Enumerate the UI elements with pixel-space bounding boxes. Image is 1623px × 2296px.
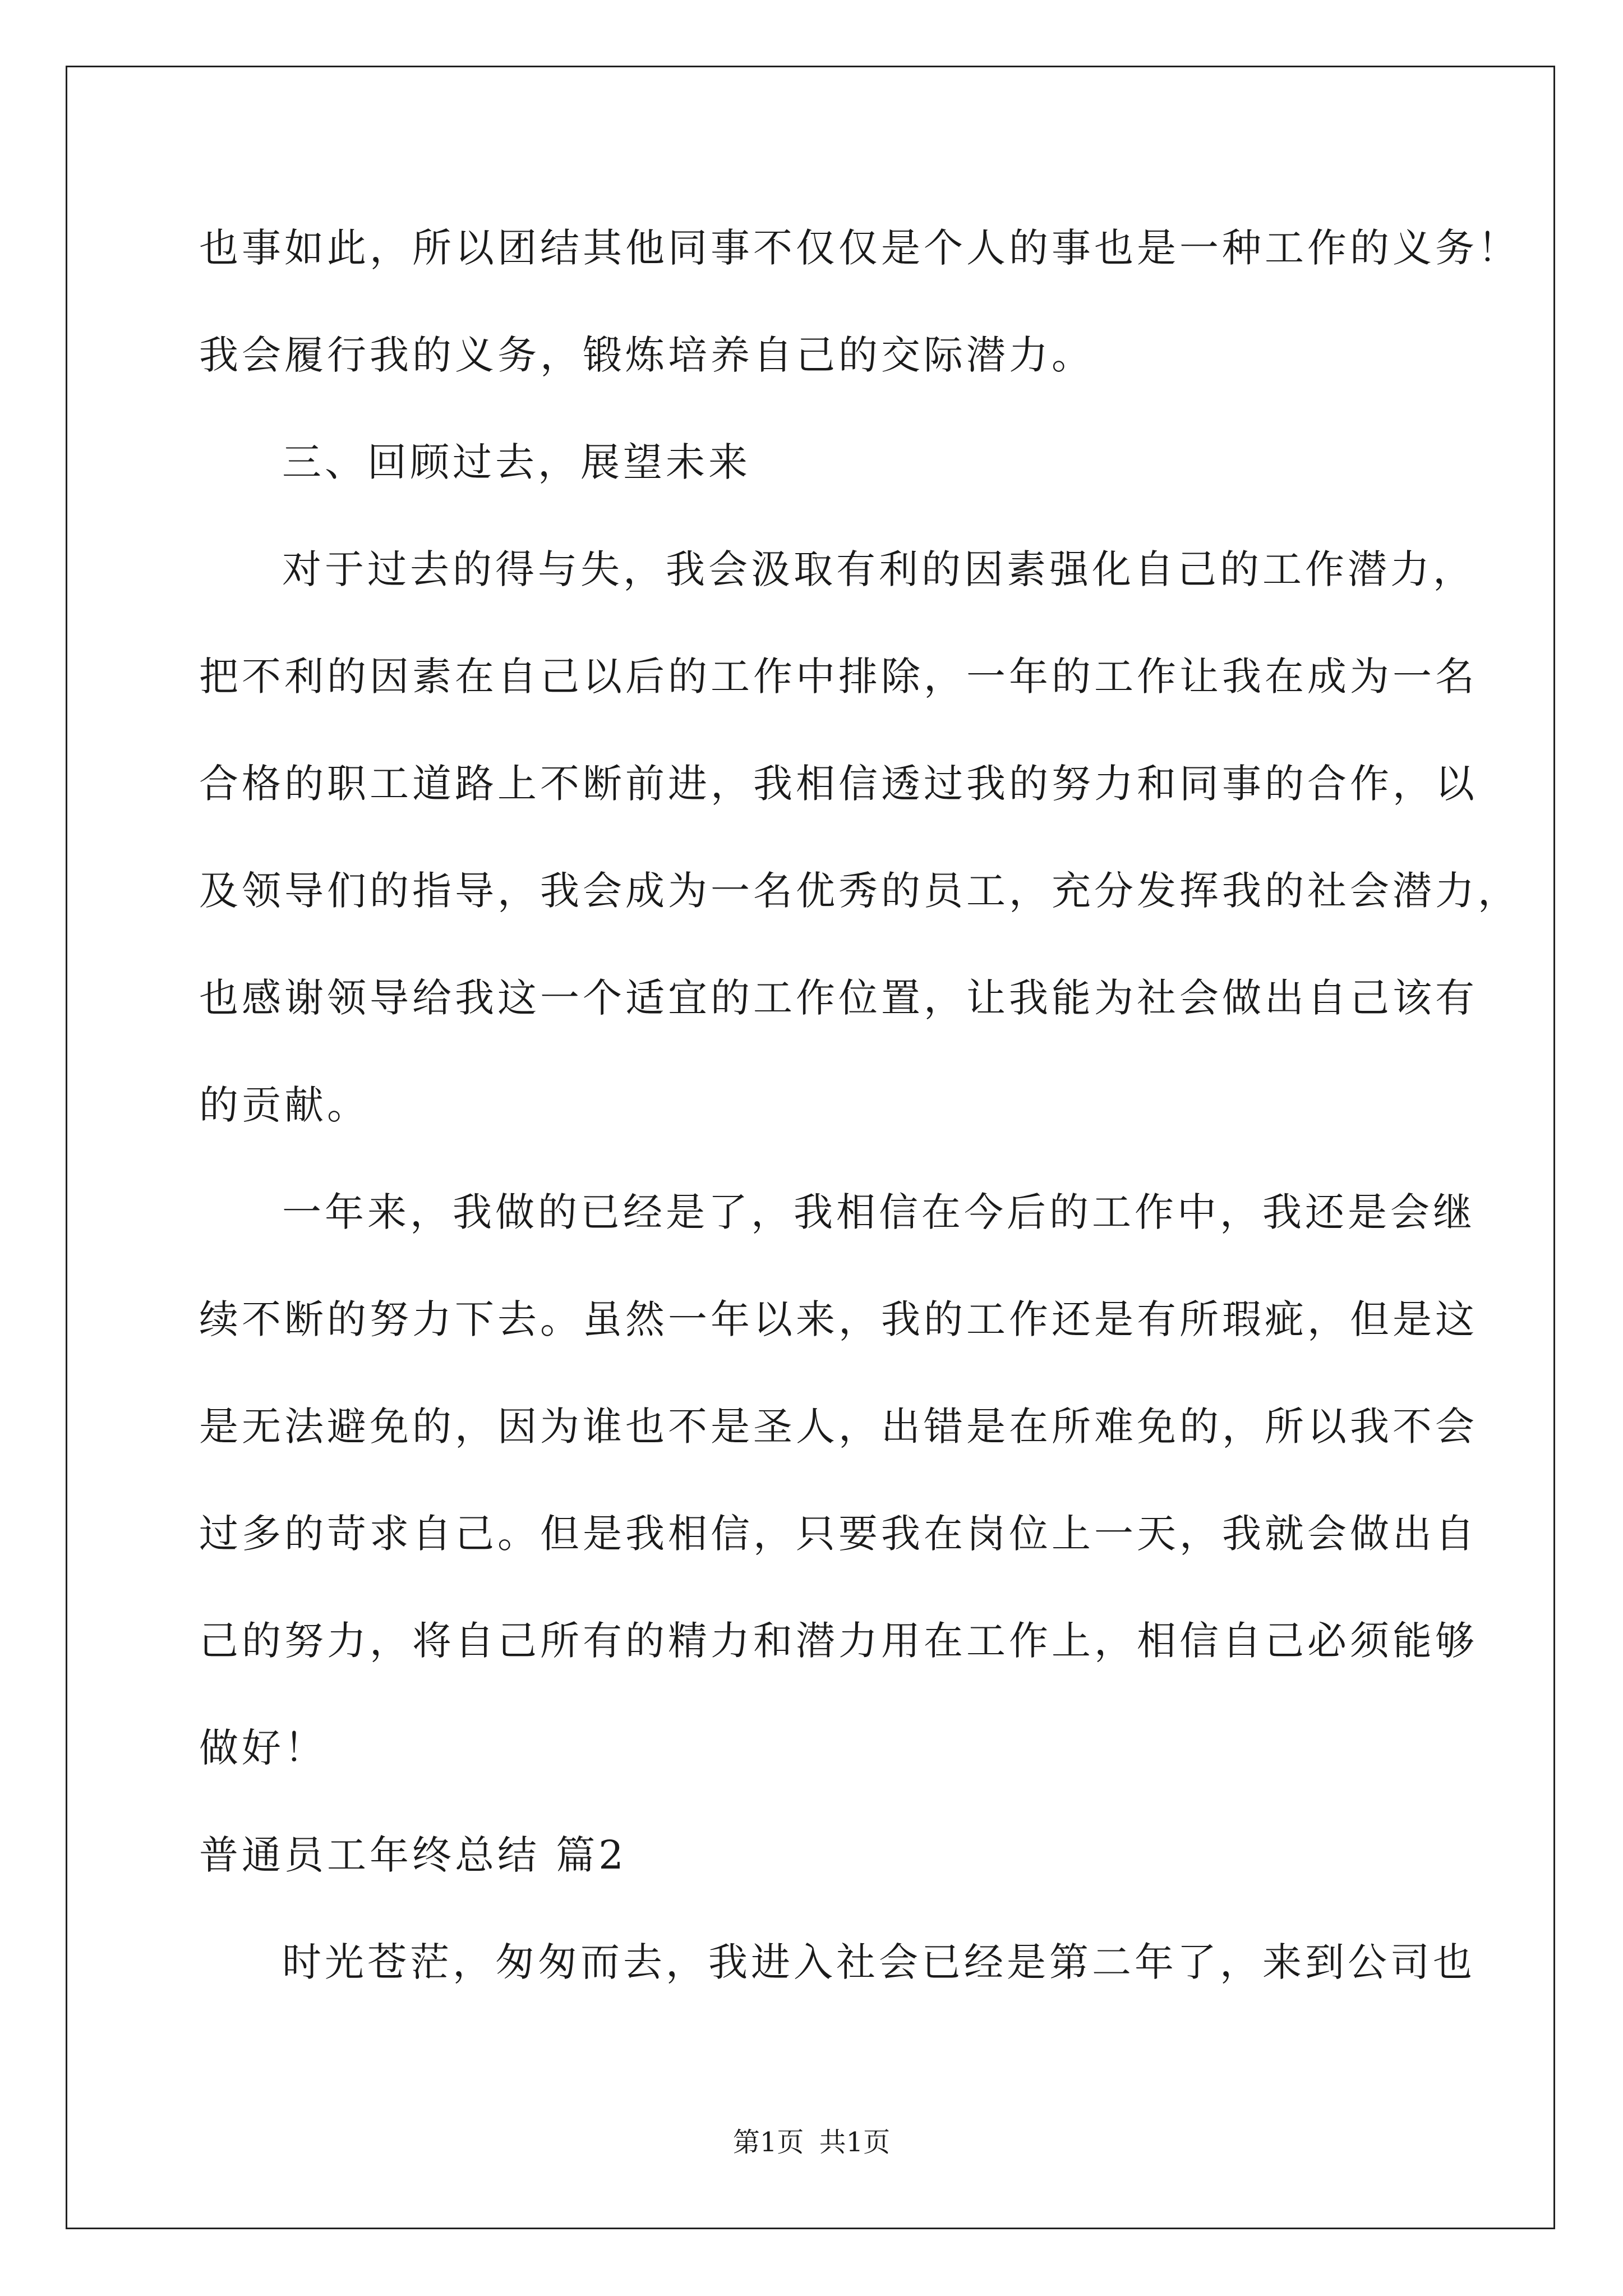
text-line: 也感谢领导给我这一个适宜的工作位置，让我能为社会做出自己该有 xyxy=(199,975,1478,1021)
text-line: 把不利的因素在自己以后的工作中排除，一年的工作让我在成为一名 xyxy=(199,654,1478,700)
article-title: 普通员工年终总结 篇2 xyxy=(199,1832,627,1878)
text-line: 做好！ xyxy=(199,1725,327,1771)
page-number: 第1页 xyxy=(732,2127,804,2158)
text-line: 及领导们的指导，我会成为一名优秀的员工，充分发挥我的社会潜力， xyxy=(199,868,1520,914)
page-border xyxy=(66,66,1555,2229)
text-line: 也事如此，所以团结其他同事不仅仅是个人的事也是一种工作的义务！ xyxy=(199,225,1520,271)
section-heading: 三、回顾过去，展望未来 xyxy=(282,439,751,485)
page-footer xyxy=(0,2125,1623,2159)
text-line: 合格的职工道路上不断前进，我相信透过我的努力和同事的合作，以 xyxy=(199,761,1478,807)
page-total: 共1页 xyxy=(819,2127,891,2158)
text-line: 一年来，我做的已经是了，我相信在今后的工作中，我还是会继 xyxy=(282,1189,1476,1235)
text-line: 对于过去的得与失，我会汲取有利的因素强化自己的工作潜力， xyxy=(282,546,1476,592)
text-line: 己的努力，将自己所有的精力和潜力用在工作上，相信自己必须能够 xyxy=(199,1618,1478,1664)
text-line: 的贡献。 xyxy=(199,1082,370,1128)
text-line: 我会履行我的义务，锻炼培养自己的交际潜力。 xyxy=(199,332,1094,378)
text-line: 续不断的努力下去。虽然一年以来，我的工作还是有所瑕疵，但是这 xyxy=(199,1296,1478,1342)
text-line: 过多的苛求自己。但是我相信，只要我在岗位上一天，我就会做出自 xyxy=(199,1511,1478,1557)
text-line: 时光苍茫，匆匆而去，我进入社会已经是第二年了，来到公司也 xyxy=(282,1939,1476,1985)
text-line: 是无法避免的，因为谁也不是圣人，出错是在所难免的，所以我不会 xyxy=(199,1404,1478,1450)
